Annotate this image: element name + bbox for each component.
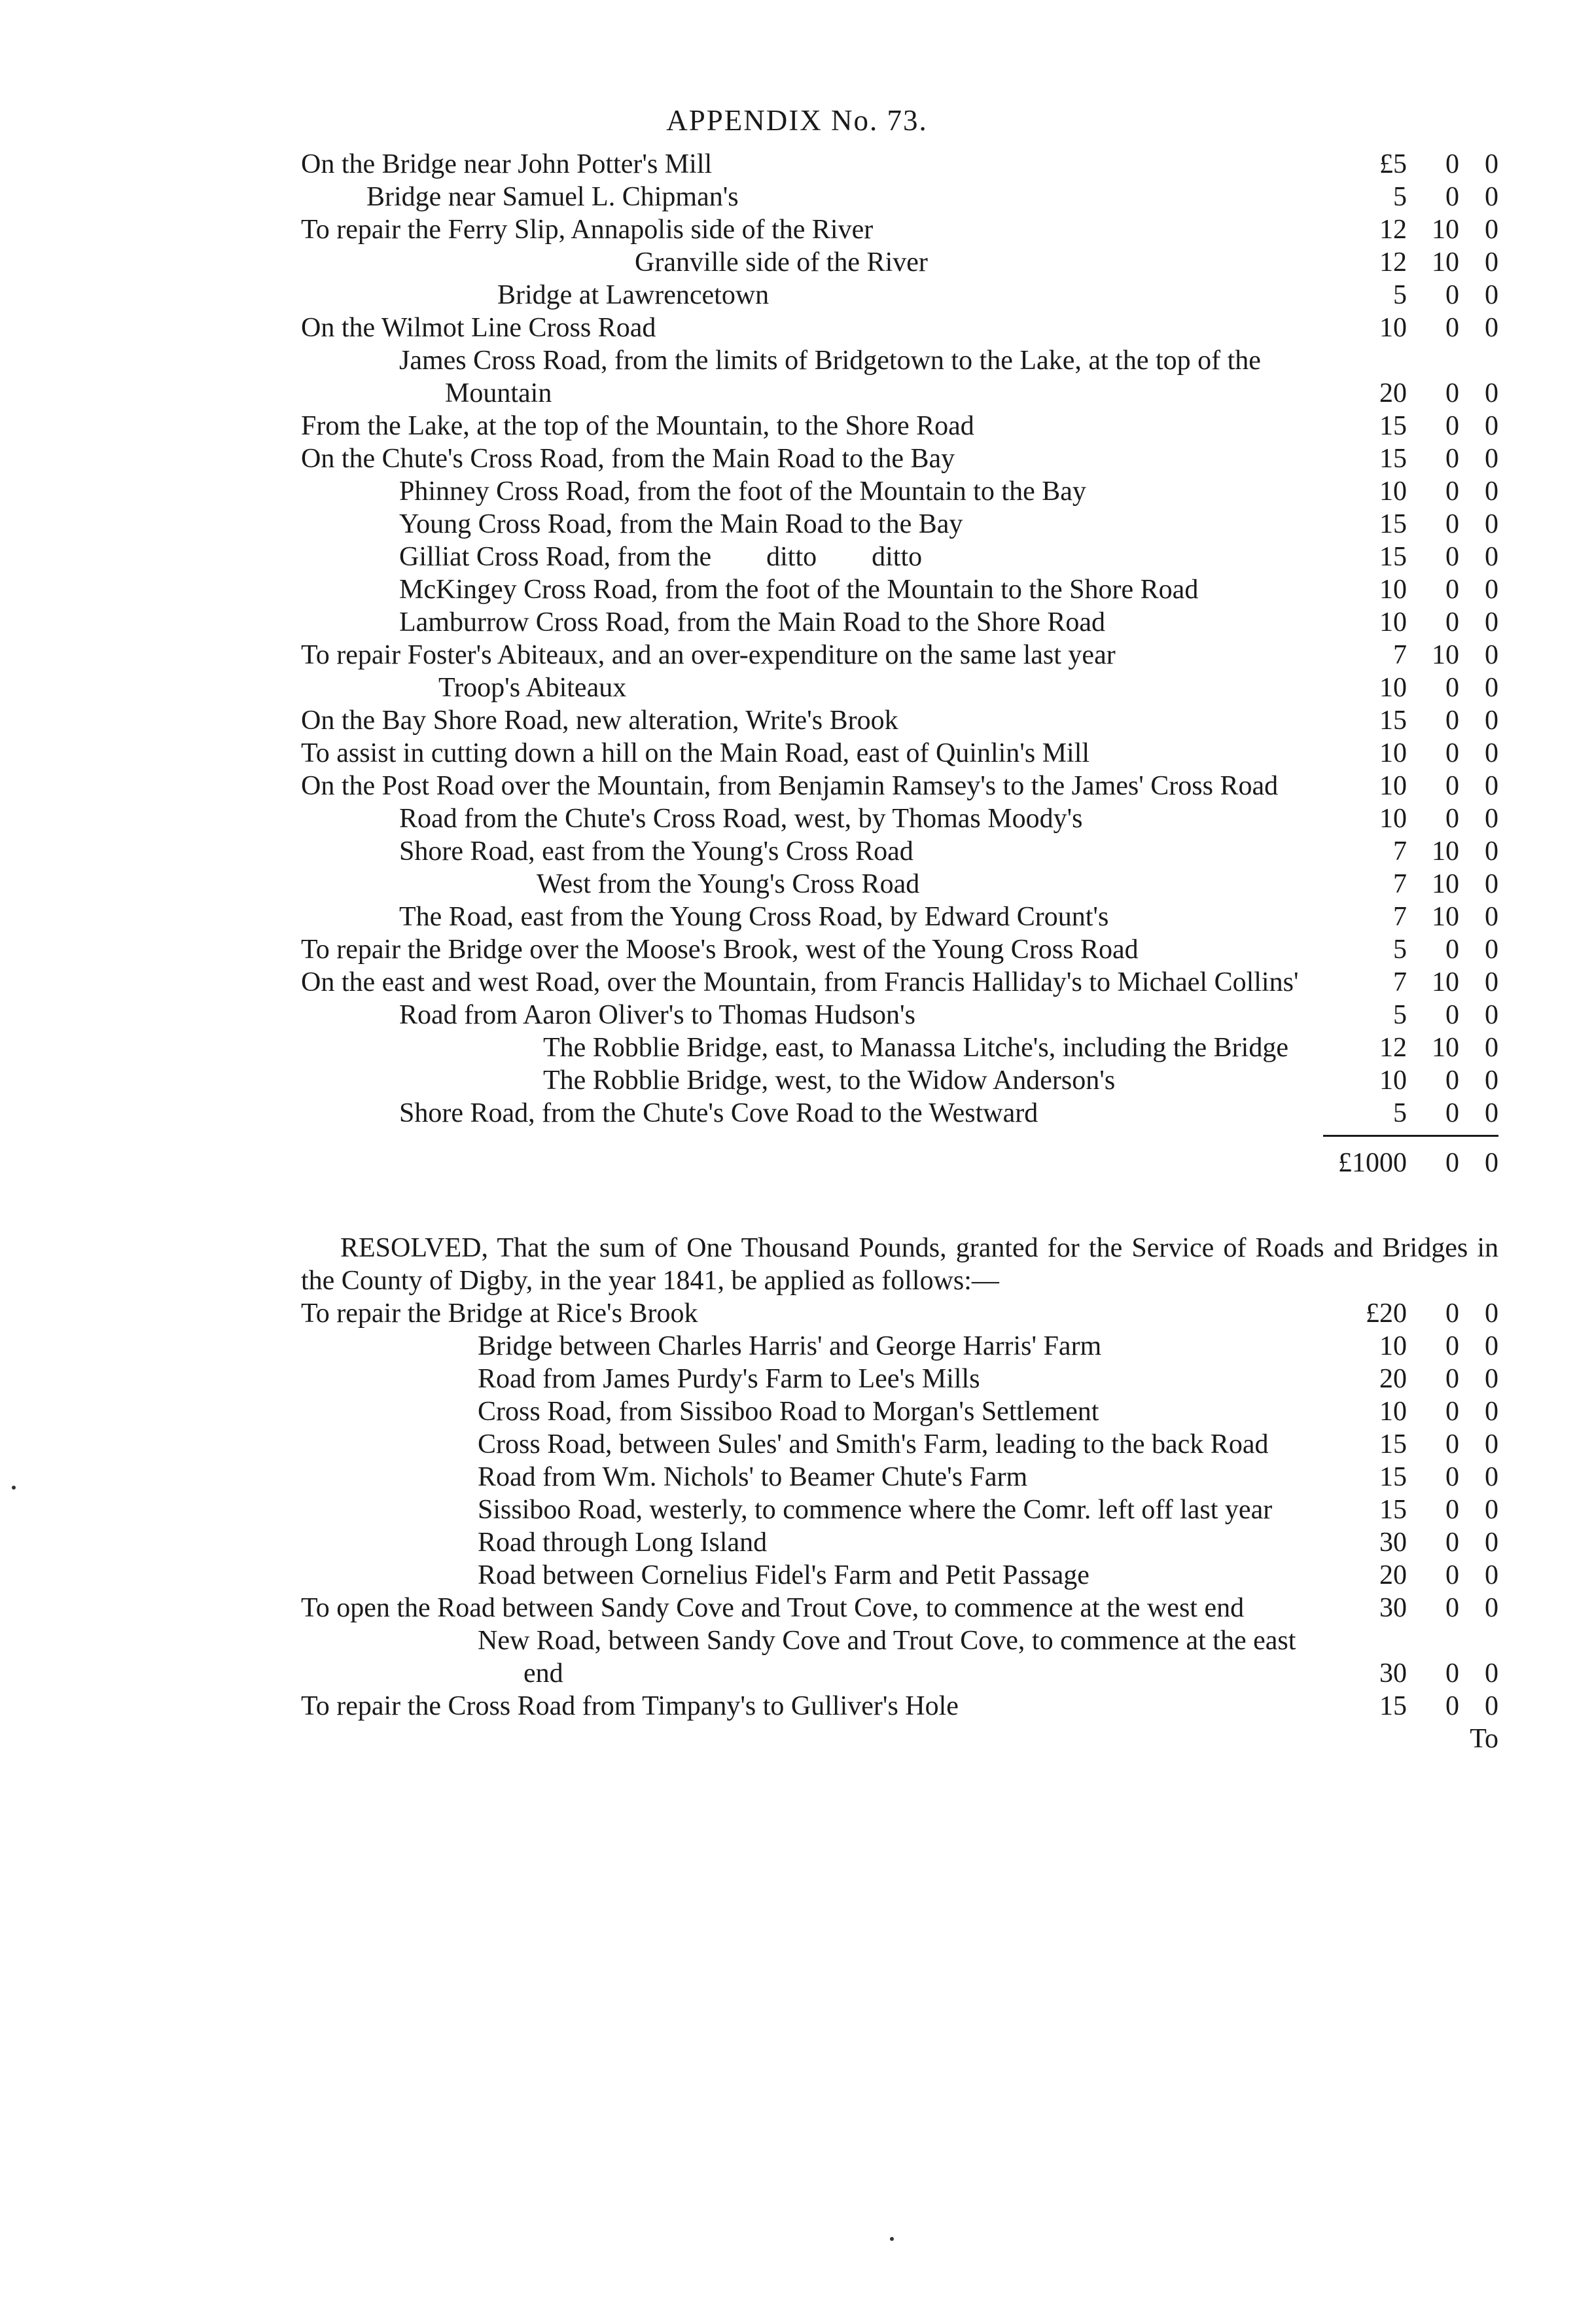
ledger-entry xyxy=(301,835,1498,868)
page-title: APPENDIX No. 73. xyxy=(666,104,928,137)
entry-description: To assist in cutting down a hill on the Main Road, east of Quinlin's Mill xyxy=(301,738,1090,768)
ledger-entry xyxy=(301,1297,1498,1330)
entry-description: Cross Road, from Sissiboo Road to Morgan's Settlement xyxy=(478,1397,1099,1427)
appropriation-list-digby xyxy=(301,1297,1498,1723)
entry-shillings: 10 xyxy=(1432,869,1459,899)
entry-pounds: 5 xyxy=(1393,280,1407,310)
entry-shillings: 0 xyxy=(1445,444,1459,474)
entry-shillings: 0 xyxy=(1445,1593,1459,1623)
entry-pence: 0 xyxy=(1485,902,1498,932)
entry-shillings: 0 xyxy=(1445,1560,1459,1590)
entry-description: West from the Young's Cross Road xyxy=(537,869,920,899)
entry-pounds: 7 xyxy=(1393,869,1407,899)
ledger-entry xyxy=(301,1624,1498,1690)
entry-shillings: 0 xyxy=(1445,575,1459,605)
ledger-entry xyxy=(301,213,1498,246)
entry-pounds: 7 xyxy=(1393,967,1407,997)
entry-shillings: 0 xyxy=(1445,1691,1459,1721)
entry-pence: 0 xyxy=(1485,313,1498,343)
entry-description: Road between Cornelius Fidel's Farm and Petit Passage xyxy=(478,1560,1089,1590)
ledger-entry xyxy=(301,1395,1498,1428)
entry-pence: 0 xyxy=(1485,738,1498,768)
entry-description: From the Lake, at the top of the Mountain, to the Shore Road xyxy=(301,411,974,441)
entry-shillings: 0 xyxy=(1445,607,1459,637)
entry-pounds: 10 xyxy=(1379,1397,1407,1427)
entry-pounds: 10 xyxy=(1379,575,1407,605)
ledger-entry xyxy=(301,1690,1498,1723)
entry-shillings: 0 xyxy=(1445,476,1459,507)
entry-pence: 0 xyxy=(1485,771,1498,801)
ledger-entry xyxy=(301,508,1498,541)
ledger-entry xyxy=(301,1559,1498,1592)
ledger-entry xyxy=(301,181,1498,213)
entry-pounds: 10 xyxy=(1379,771,1407,801)
entry-shillings: 0 xyxy=(1445,1331,1459,1361)
entry-shillings: 0 xyxy=(1445,1495,1459,1525)
entry-pence: 0 xyxy=(1485,1560,1498,1590)
entry-pence: 0 xyxy=(1485,1065,1498,1096)
entry-pence: 0 xyxy=(1485,1462,1498,1492)
entry-pounds: 15 xyxy=(1379,1429,1407,1459)
entry-shillings: 0 xyxy=(1445,313,1459,343)
entry-shillings: 0 xyxy=(1445,706,1459,736)
entry-pounds: 10 xyxy=(1379,673,1407,703)
entry-shillings: 0 xyxy=(1445,378,1459,408)
ledger-entry xyxy=(301,1097,1498,1130)
entry-description: Shore Road, east from the Young's Cross Road xyxy=(399,836,913,867)
entry-pounds: 7 xyxy=(1393,836,1407,867)
entry-pounds: 30 xyxy=(1379,1593,1407,1623)
total-pounds: £1000 xyxy=(1338,1148,1407,1178)
entry-description: On the east and west Road, over the Mountain, from Francis Halliday's to Michael Collins' xyxy=(301,967,1299,997)
entry-pence: 0 xyxy=(1485,1000,1498,1030)
entry-shillings: 0 xyxy=(1445,1065,1459,1096)
entry-description: To repair the Cross Road from Timpany's to Gulliver's Hole xyxy=(301,1691,959,1721)
ledger-entry xyxy=(301,868,1498,901)
entry-description: New Road, between Sandy Cove and Trout Cove, to commence at the east end xyxy=(478,1626,1303,1689)
entry-description: Road from Aaron Oliver's to Thomas Hudson's xyxy=(399,1000,915,1030)
entry-description: Road from Wm. Nichols' to Beamer Chute's Farm xyxy=(478,1462,1028,1492)
ledger-entry xyxy=(301,148,1498,181)
entry-shillings: 0 xyxy=(1445,1364,1459,1394)
ledger-entry xyxy=(301,410,1498,442)
ledger-entry xyxy=(301,901,1498,933)
entry-pounds: 30 xyxy=(1379,1658,1407,1689)
ledger-entry xyxy=(301,1526,1498,1559)
print-speck xyxy=(12,1486,16,1490)
ledger-entry xyxy=(301,344,1498,410)
entry-description: To repair the Bridge at Rice's Brook xyxy=(301,1298,698,1329)
entry-pence: 0 xyxy=(1485,1098,1498,1128)
entry-description: Sissiboo Road, westerly, to commence where the Comr. left off last year xyxy=(478,1495,1273,1525)
entry-pence: 0 xyxy=(1485,1033,1498,1063)
entry-shillings: 0 xyxy=(1445,935,1459,965)
entry-pence: 0 xyxy=(1485,378,1498,408)
entry-shillings: 10 xyxy=(1432,836,1459,867)
ledger-entry xyxy=(301,704,1498,737)
entry-shillings: 10 xyxy=(1432,967,1459,997)
entry-pence: 0 xyxy=(1485,935,1498,965)
entry-pounds: 20 xyxy=(1379,378,1407,408)
entry-pounds: 10 xyxy=(1379,1065,1407,1096)
ledger-entry xyxy=(301,639,1498,671)
ledger-entry xyxy=(301,1363,1498,1395)
entry-pence: 0 xyxy=(1485,640,1498,670)
entry-description: On the Chute's Cross Road, from the Main Road to the Bay xyxy=(301,444,955,474)
entry-pounds: £20 xyxy=(1366,1298,1407,1329)
entry-shillings: 10 xyxy=(1432,247,1459,277)
entry-pounds: 7 xyxy=(1393,640,1407,670)
entry-pence: 0 xyxy=(1485,1364,1498,1394)
entry-pence: 0 xyxy=(1485,509,1498,539)
entry-description: Troop's Abiteaux xyxy=(438,673,627,703)
entry-pounds: 15 xyxy=(1379,542,1407,572)
ledger xyxy=(301,148,1498,1755)
entry-description: James Cross Road, from the limits of Bridgetown to the Lake, at the top of the Mountain xyxy=(399,346,1268,408)
entry-shillings: 0 xyxy=(1445,771,1459,801)
entry-pounds: 30 xyxy=(1379,1528,1407,1558)
entry-shillings: 0 xyxy=(1445,1000,1459,1030)
ledger-entry xyxy=(301,966,1498,999)
entry-pounds: 5 xyxy=(1393,1000,1407,1030)
entry-pence: 0 xyxy=(1485,1429,1498,1459)
entry-pounds: 12 xyxy=(1379,247,1407,277)
entry-pounds: 5 xyxy=(1393,182,1407,212)
entry-pence: 0 xyxy=(1485,542,1498,572)
entry-description: On the Wilmot Line Cross Road xyxy=(301,313,656,343)
total-pence: 0 xyxy=(1485,1148,1498,1178)
ledger-entry xyxy=(301,1330,1498,1363)
entry-pounds: 15 xyxy=(1379,411,1407,441)
entry-description: The Road, east from the Young Cross Road, by Edward Crount's xyxy=(399,902,1109,932)
entry-shillings: 10 xyxy=(1432,902,1459,932)
ledger-entry xyxy=(301,442,1498,475)
entry-pence: 0 xyxy=(1485,149,1498,179)
entry-pence: 0 xyxy=(1485,1331,1498,1361)
entry-shillings: 0 xyxy=(1445,182,1459,212)
entry-pounds: 7 xyxy=(1393,902,1407,932)
entry-description: On the Bay Shore Road, new alteration, Write's Brook xyxy=(301,706,898,736)
entry-description: To repair Foster's Abiteaux, and an over-expenditure on the same last year xyxy=(301,640,1116,670)
entry-pounds: 10 xyxy=(1379,313,1407,343)
entry-pounds: 20 xyxy=(1379,1364,1407,1394)
entry-pounds: 10 xyxy=(1379,1331,1407,1361)
resolution-paragraph: RESOLVED, That the sum of One Thousand Pounds, granted for the Service of Roads and Bridges in the County of Digby, in the year 1841, be applied as follows:— xyxy=(301,1233,1498,1296)
entry-description: To repair the Ferry Slip, Annapolis side of the River xyxy=(301,215,874,245)
entry-pounds: 10 xyxy=(1379,476,1407,507)
ledger-entry xyxy=(301,737,1498,770)
entry-pence: 0 xyxy=(1485,673,1498,703)
entry-pounds: 15 xyxy=(1379,444,1407,474)
entry-description: Shore Road, from the Chute's Cove Road to the Westward xyxy=(399,1098,1038,1128)
entry-pence: 0 xyxy=(1485,1397,1498,1427)
entry-pence: 0 xyxy=(1485,1528,1498,1558)
entry-shillings: 0 xyxy=(1445,1462,1459,1492)
entry-description: The Robblie Bridge, west, to the Widow Anderson's xyxy=(543,1065,1116,1096)
entry-pence: 0 xyxy=(1485,444,1498,474)
entry-shillings: 0 xyxy=(1445,1397,1459,1427)
entry-pence: 0 xyxy=(1485,967,1498,997)
entry-pounds: 10 xyxy=(1379,738,1407,768)
entry-description: Granville side of the River xyxy=(635,247,928,277)
entry-description: Cross Road, between Sules' and Smith's Farm, leading to the back Road xyxy=(478,1429,1269,1459)
ledger-entry xyxy=(301,1461,1498,1493)
entry-description: Road from James Purdy's Farm to Lee's Mills xyxy=(478,1364,980,1394)
entry-pence: 0 xyxy=(1485,182,1498,212)
ledger-entry xyxy=(301,312,1498,344)
entry-description: Young Cross Road, from the Main Road to the Bay xyxy=(399,509,963,539)
entry-shillings: 0 xyxy=(1445,509,1459,539)
entry-pence: 0 xyxy=(1485,1691,1498,1721)
entry-pence: 0 xyxy=(1485,247,1498,277)
entry-shillings: 0 xyxy=(1445,1528,1459,1558)
entry-pence: 0 xyxy=(1485,1593,1498,1623)
entry-shillings: 0 xyxy=(1445,411,1459,441)
ledger-entry xyxy=(301,246,1498,279)
entry-description: Phinney Cross Road, from the foot of the Mountain to the Bay xyxy=(399,476,1086,507)
entry-pounds: 15 xyxy=(1379,706,1407,736)
ledger-entry xyxy=(301,1493,1498,1526)
entry-shillings: 0 xyxy=(1445,1429,1459,1459)
entry-pence: 0 xyxy=(1485,706,1498,736)
sum-rule xyxy=(301,1130,1498,1147)
total-row xyxy=(301,1147,1498,1179)
entry-description: To repair the Bridge over the Moose's Brook, west of the Young Cross Road xyxy=(301,935,1139,965)
entry-description: Road through Long Island xyxy=(478,1528,768,1558)
entry-shillings: 0 xyxy=(1445,804,1459,834)
entry-description: Bridge at Lawrencetown xyxy=(497,280,770,310)
entry-shillings: 0 xyxy=(1445,280,1459,310)
entry-pence: 0 xyxy=(1485,804,1498,834)
entry-pence: 0 xyxy=(1485,575,1498,605)
ledger-entry xyxy=(301,1428,1498,1461)
entry-pence: 0 xyxy=(1485,1495,1498,1525)
ledger-entry xyxy=(301,1031,1498,1064)
entry-pence: 0 xyxy=(1485,476,1498,507)
entry-description: Gilliat Cross Road, from the ditto ditto xyxy=(399,542,923,572)
ledger-entry xyxy=(301,1064,1498,1097)
entry-pounds: 12 xyxy=(1379,215,1407,245)
entry-shillings: 10 xyxy=(1432,640,1459,670)
entry-shillings: 0 xyxy=(1445,149,1459,179)
ledger-entry xyxy=(301,279,1498,312)
entry-shillings: 0 xyxy=(1445,738,1459,768)
total-shillings: 0 xyxy=(1445,1148,1459,1178)
entry-description: McKingey Cross Road, from the foot of the Mountain to the Shore Road xyxy=(399,575,1199,605)
ledger-entry xyxy=(301,933,1498,966)
ledger-entry xyxy=(301,671,1498,704)
entry-pence: 0 xyxy=(1485,836,1498,867)
entry-pounds: 12 xyxy=(1379,1033,1407,1063)
entry-description: On the Bridge near John Potter's Mill xyxy=(301,149,713,179)
entry-pence: 0 xyxy=(1485,869,1498,899)
entry-pounds: 15 xyxy=(1379,1495,1407,1525)
entry-pence: 0 xyxy=(1485,280,1498,310)
ledger-entry xyxy=(301,770,1498,802)
catchword: To xyxy=(1470,1724,1498,1754)
entry-pounds: £5 xyxy=(1379,149,1407,179)
entry-description: Bridge near Samuel L. Chipman's xyxy=(366,182,739,212)
appropriation-list-annapolis xyxy=(301,148,1498,1130)
entry-pounds: 15 xyxy=(1379,1462,1407,1492)
entry-shillings: 0 xyxy=(1445,673,1459,703)
ledger-entry xyxy=(301,1592,1498,1624)
entry-shillings: 0 xyxy=(1445,542,1459,572)
entry-shillings: 0 xyxy=(1445,1098,1459,1128)
entry-pence: 0 xyxy=(1485,215,1498,245)
entry-pounds: 5 xyxy=(1393,935,1407,965)
entry-pounds: 10 xyxy=(1379,607,1407,637)
entry-pence: 0 xyxy=(1485,1658,1498,1689)
entry-pence: 0 xyxy=(1485,607,1498,637)
entry-pounds: 10 xyxy=(1379,804,1407,834)
ledger-entry xyxy=(301,999,1498,1031)
ledger-entry xyxy=(301,606,1498,639)
ledger-entry xyxy=(301,541,1498,573)
entry-description: Road from the Chute's Cross Road, west, by Thomas Moody's xyxy=(399,804,1083,834)
entry-description: On the Post Road over the Mountain, from Benjamin Ramsey's to the James' Cross Road xyxy=(301,771,1279,801)
entry-description: The Robblie Bridge, east, to Manassa Litche's, including the Bridge xyxy=(543,1033,1288,1063)
entry-shillings: 0 xyxy=(1445,1658,1459,1689)
entry-description: Bridge between Charles Harris' and George Harris' Farm xyxy=(478,1331,1102,1361)
entry-pence: 0 xyxy=(1485,411,1498,441)
entry-pounds: 15 xyxy=(1379,509,1407,539)
print-speck xyxy=(890,2237,894,2241)
ledger-entry xyxy=(301,573,1498,606)
entry-description: To open the Road between Sandy Cove and Trout Cove, to commence at the west end xyxy=(301,1593,1245,1623)
ledger-entry xyxy=(301,475,1498,508)
entry-pounds: 15 xyxy=(1379,1691,1407,1721)
ledger-entry xyxy=(301,802,1498,835)
entry-pounds: 5 xyxy=(1393,1098,1407,1128)
entry-description: Lamburrow Cross Road, from the Main Road to the Shore Road xyxy=(399,607,1105,637)
entry-shillings: 0 xyxy=(1445,1298,1459,1329)
entry-shillings: 10 xyxy=(1432,215,1459,245)
entry-pence: 0 xyxy=(1485,1298,1498,1329)
entry-pounds: 20 xyxy=(1379,1560,1407,1590)
entry-shillings: 10 xyxy=(1432,1033,1459,1063)
